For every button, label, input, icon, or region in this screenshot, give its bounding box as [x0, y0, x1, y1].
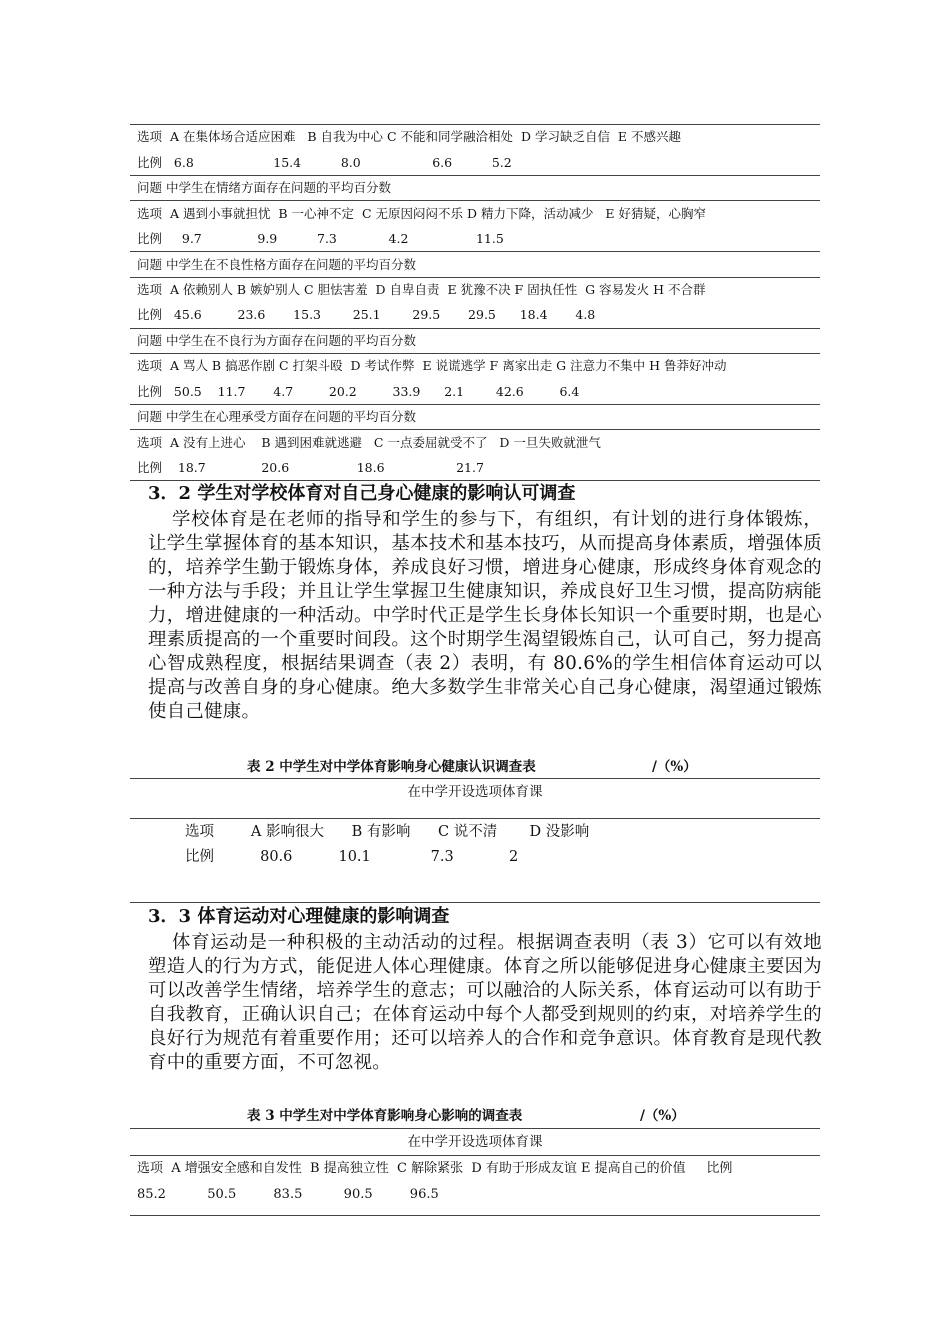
table-rule — [130, 353, 820, 354]
table-row: 比例 45.6 23.6 15.3 25.1 29.5 29.5 18.4 4.8 — [137, 307, 596, 322]
table-caption: 表 2 中学生对中学体育影响身心健康认识调查表 — [247, 759, 536, 775]
table-row: 问题 中学生在心理承受方面存在问题的平均百分数 — [137, 409, 416, 424]
table-rule — [130, 175, 820, 176]
table-caption: 表 3 中学生对中学体育影响身心影响的调查表 — [247, 1108, 523, 1124]
table-rule — [130, 1128, 820, 1129]
table-rule — [130, 328, 820, 329]
table-rule — [130, 251, 820, 252]
table-rule — [130, 818, 820, 819]
table-row: 比例 9.7 9.9 7.3 4.2 11.5 — [137, 231, 504, 246]
body-paragraph: 学校体育是在老师的指导和学生的参与下，有组织，有计划的进行身体锻炼，让学生掌握体育的基本知识，基本技术和基本技巧，从而提高身体素质，增强体质的，培养学生勤于锻炼身体，养成良好习惯，增进身心健康，形成终身体育观念的一种方法与手段；并且让学生掌握卫生健康知识，养成良好卫生习惯，提高防病能力，增进健康的一种活动。中学时代正是学生长身体长知识一个重要时期，也是心理素质提高的一个重要时间段。这个时期学生渴望锻炼自己，认可自己，努力提高心智成熟程度，根据结果调查（表 2）表明，有 80.6%的学生相信体育运动可以提高与改善自身的身心健康。绝大多数学生非常关心自己身心健康，渴望通过锻炼使自己健康。 — [148, 509, 822, 722]
table-row: 比例 6.8 15.4 8.0 6.6 5.2 — [137, 155, 512, 170]
table-row: 比例 80.6 10.1 7.3 2 — [185, 849, 519, 865]
table-row: 85.2 50.5 83.5 90.5 96.5 — [137, 1187, 439, 1202]
table-unit: /（%） — [652, 759, 697, 775]
section-heading: 3．2 学生对学校体育对自己身心健康的影响认可调查 — [148, 483, 576, 504]
table-row: 选项 A 遇到小事就担忧 B 一心神不定 C 无原因闷闷不乐 D 精力下降，活动减少 E 好猜疑，心胸窄 — [137, 206, 707, 221]
table-rule — [130, 480, 820, 481]
table-row: 选项 A 骂人 B 搞恶作剧 C 打架斗殴 D 考试作弊 E 说谎逃学 F 离家出走 G 注意力不集中 H 鲁莽好冲动 — [137, 358, 727, 373]
table-row: 选项 A 影响很大 B 有影响 C 说不清 D 没影响 — [185, 824, 590, 840]
table-row: 比例 18.7 20.6 18.6 21.7 — [137, 460, 484, 475]
table-rule — [130, 404, 820, 405]
table-row: 选项 A 依赖别人 B 嫉妒别人 C 胆怯害羞 D 自卑自责 E 犹豫不决 F 固执任性 G 容易发火 H 不合群 — [137, 282, 706, 297]
table-rule — [130, 902, 820, 903]
table-row: 选项 A 增强安全感和自发性 B 提高独立性 C 解除紧张 D 有助于形成友谊 E 提高自己的价值 比例 — [137, 1161, 733, 1176]
table-rule — [130, 1155, 820, 1156]
table-row: 选项 A 没有上进心 B 遇到困难就逃避 C 一点委屈就受不了 D 一旦失败就泄气 — [137, 435, 601, 450]
table-unit: /（%） — [640, 1108, 685, 1124]
table-row: 问题 中学生在不良行为方面存在问题的平均百分数 — [137, 333, 416, 348]
table-subtitle: 在中学开设选项体育课 — [407, 1134, 543, 1150]
table-row: 选项 A 在集体场合适应困难 B 自我为中心 C 不能和同学融洽相处 D 学习缺乏自信 E 不感兴趣 — [137, 129, 682, 144]
table-row: 问题 中学生在情绪方面存在问题的平均百分数 — [137, 180, 391, 195]
table-rule — [130, 277, 820, 278]
table-row: 问题 中学生在不良性格方面存在问题的平均百分数 — [137, 257, 416, 272]
table-rule — [130, 200, 820, 201]
body-paragraph: 体育运动是一种积极的主动活动的过程。根据调查表明（表 3）它可以有效地塑造人的行为方式，能促进人体心理健康。体育之所以能够促进身心健康主要因为可以改善学生情绪，培养学生的意志；可以融洽的人际关系，体育运动可以有助于自我教育，正确认识自己；在体育运动中每个人都受到规则的约束，对培养学生的良好行为规范有着重要作用；还可以培养人的合作和竞争意识。体育教育是现代教育中的重要方面，不可忽视。 — [148, 932, 822, 1073]
table-rule — [130, 1215, 820, 1216]
table-row: 比例 50.5 11.7 4.7 20.2 33.9 2.1 42.6 6.4 — [137, 384, 580, 399]
section-heading: 3．3 体育运动对心理健康的影响调查 — [148, 906, 450, 927]
table-rule — [130, 124, 820, 125]
table-rule — [130, 778, 820, 779]
table-rule — [130, 429, 820, 430]
table-subtitle: 在中学开设选项体育课 — [407, 784, 543, 800]
